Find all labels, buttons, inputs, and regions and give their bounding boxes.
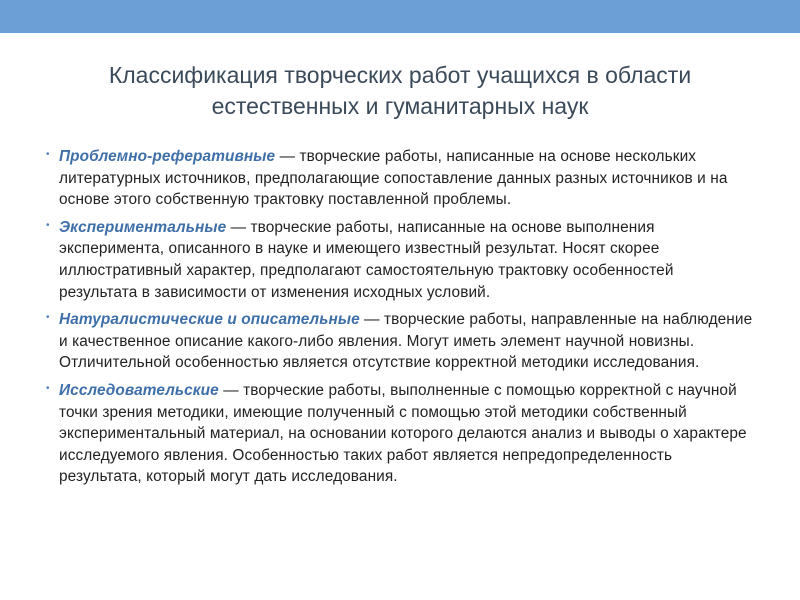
bullet-icon: •	[46, 382, 50, 394]
list-item-problem-abstract	[44, 146, 756, 211]
list-item-experimental	[44, 217, 756, 303]
term-label: Проблемно-реферативные	[59, 148, 276, 165]
bullet-icon: •	[46, 219, 50, 231]
term-description: — творческие работы, направленные на наблюдение и качественное описание какого-либо явления. Могут иметь элемент научной новизны. Отличительной особенностью является отсутствие корректной методики исследования.	[59, 311, 753, 372]
term-description: — творческие работы, написанные на основе нескольких литературных источников, предполагающие сопоставление данных разных источников и на основе этого собственную трактовку поставленной проблемы.	[59, 148, 728, 209]
list-item-naturalistic	[44, 309, 756, 374]
term-label: Натуралистические и описательные	[59, 311, 360, 329]
term-description: — творческие работы, написанные на основе выполнения эксперимента, описанного в науке и имеющего известный результат. Носят скорее иллюстративный характер, предполагают самостоятельную трактовку особенностей результата в зависимости от изменения исходных условий.	[59, 218, 674, 301]
list-item-research	[44, 380, 756, 488]
term-description: — творческие работы, выполненные с помощью корректной с научной точки зрения методики, имеющие полученный с помощью этой методики собственный экспериментальный материал, на основании которого делаются анализ и выводы о характере исследуемого явления. Особенностью таких работ является непредопределенность результата, который могут дать исследования.	[59, 381, 747, 486]
slide-title: Классификация творческих работ учащихся в области естественных и гуманитарных наук	[108, 62, 692, 119]
top-accent-bar	[0, 0, 800, 33]
bullet-icon: •	[46, 312, 50, 324]
bullet-icon: •	[46, 149, 50, 160]
bullet-list	[44, 146, 756, 494]
term-label: Экспериментальные	[59, 218, 227, 236]
term-label: Исследовательские	[59, 381, 219, 399]
